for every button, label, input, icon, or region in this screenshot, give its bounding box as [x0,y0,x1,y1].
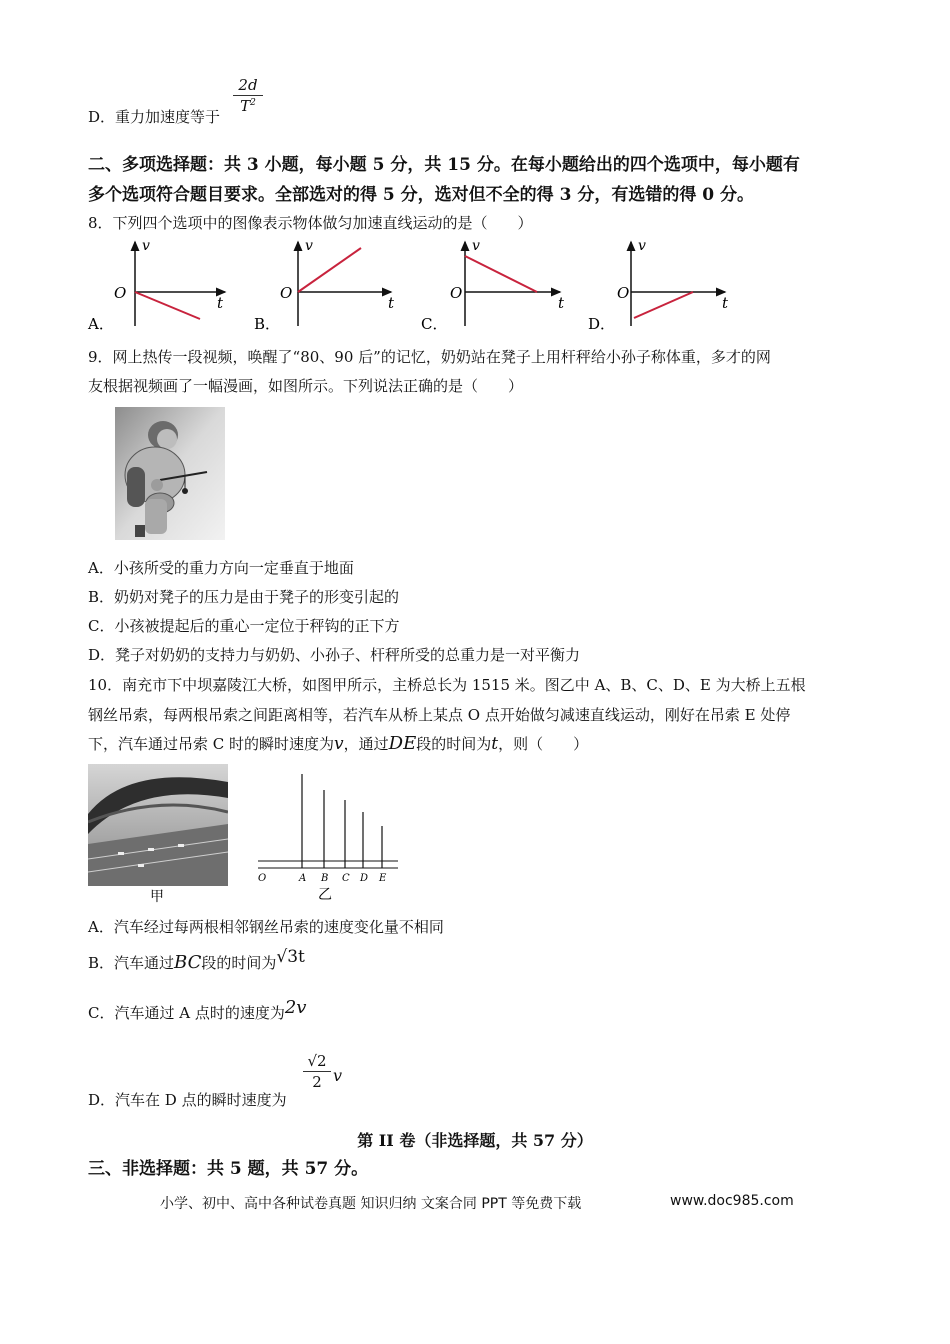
origin-label: O [280,284,293,302]
q7-option-d-fraction [233,76,263,115]
q8-graph-c-line [465,256,537,292]
q9-option-d: D．凳子对奶奶的支持力与奶奶、小孙子、杆秤所受的总重力是一对平衡力 [88,646,581,664]
label-e: E [379,873,387,884]
fraction-numerator: 2d [238,76,258,94]
q8-graph-b-line [298,248,361,292]
q10-bridge-photo [88,764,228,904]
fraction-denominator: $T^2$ [240,97,256,115]
q10-stem-line1: 10．南充市下中坝嘉陵江大桥，如图甲所示，主桥总长为 1515 米。图乙中 A、B、C、D、E 为大桥上五根 [88,676,806,694]
footer-text: 小学、初中、高中各种试卷真题 知识归纳 文案合同 PPT 等免费下载 [160,1196,582,1212]
axis-v-label: v [638,238,646,254]
q8-stem: 8．下列四个选项中的图像表示物体做匀加速直线运动的是（ ） [88,214,533,232]
label-b: B [321,873,329,884]
q10-option-d: D．汽车在 D 点的瞬时速度为 [88,1091,287,1109]
q10-option-b: B．汽车通过BC段的时间为√3t [88,947,305,973]
q9-stem-line2: 友根据视频画了一幅漫画，如图所示。下列说法正确的是（ ） [88,377,524,395]
origin-label: O [617,284,630,302]
q7-option-d: D．重力加速度等于 [88,108,221,126]
label-d: D [360,873,369,884]
section2-heading-line2: 多个选项符合题目要求。全部选对的得 5 分，选对但不全的得 3 分，有选错的得 0 分。 [88,185,754,205]
figure-yi-label: 乙 [318,887,332,903]
origin-label: O [114,284,127,302]
label-c: C [342,873,350,884]
axis-v-label: v [305,238,313,254]
label-o: O [258,873,267,884]
q9-option-b: B．奶奶对凳子的压力是由于凳子的形变引起的 [88,588,400,606]
q8-graph-d-line [634,292,693,318]
q10-cable-diagram [252,768,402,904]
q8-graph-a [87,238,225,333]
option-label: C． [421,315,448,333]
axis-v-label: v [142,238,150,254]
q10-option-d-fraction [303,1052,331,1091]
axis-v-label: v [472,238,480,254]
option-label: D． [588,315,616,333]
option-label: A． [88,315,114,333]
figure-jia-label: 甲 [150,889,164,904]
q8-graph-d [588,238,729,333]
axis-t-label: t [722,294,729,312]
part2-title: 第 II 卷（非选择题，共 57 分） [357,1131,593,1150]
q8-graph-c [421,238,565,333]
footer-url[interactable]: www.doc985.com [670,1193,794,1209]
q10-option-a: A．汽车经过每两根相邻钢丝吊索的速度变化量不相同 [88,918,444,936]
q8-graphs [85,236,765,336]
q9-option-a: A．小孩所受的重力方向一定垂直于地面 [88,559,354,577]
q10-option-c: C．汽车通过 A 点时的速度为2v [88,997,307,1022]
q9-grandma-illustration [115,407,225,540]
q8-graph-b [254,238,395,333]
fraction-denominator: 2 [312,1073,322,1091]
fraction-numerator: √2 [307,1052,327,1070]
q8-graph-a-line [135,292,200,319]
section2-heading-line1: 二、多项选择题：共 3 小题，每小题 5 分，共 15 分。在每小题给出的四个选项中，每小题有 [88,155,800,175]
axis-t-label: t [388,294,395,312]
q9-stem-line1: 9．网上热传一段视频，唤醒了“80、90 后”的记忆，奶奶站在凳子上用杆秤给小孙子称体重，多才的网 [88,348,771,366]
fraction-bar [233,95,263,96]
origin-label: O [450,284,463,302]
fraction-bar [303,1071,331,1072]
q10-stem-line2: 钢丝吊索，每两根吊索之间距离相等，若汽车从桥上某点 O 点开始做匀减速直线运动，刚好在吊索 E 处停 [88,706,791,724]
q10-stem-line3: 下，汽车通过吊索 C 时的瞬时速度为v，通过DE段的时间为t，则（ ） [88,733,589,754]
axis-t-label: t [558,294,565,312]
label-a: A [299,873,307,884]
section3-heading: 三、非选择题：共 5 题，共 57 分。 [88,1159,369,1179]
q9-option-c: C．小孩被提起后的重心一定位于秤钩的正下方 [88,617,400,635]
axis-t-label: t [217,294,224,312]
q10-option-d-v: v [333,1066,343,1085]
option-label: B． [254,315,281,333]
